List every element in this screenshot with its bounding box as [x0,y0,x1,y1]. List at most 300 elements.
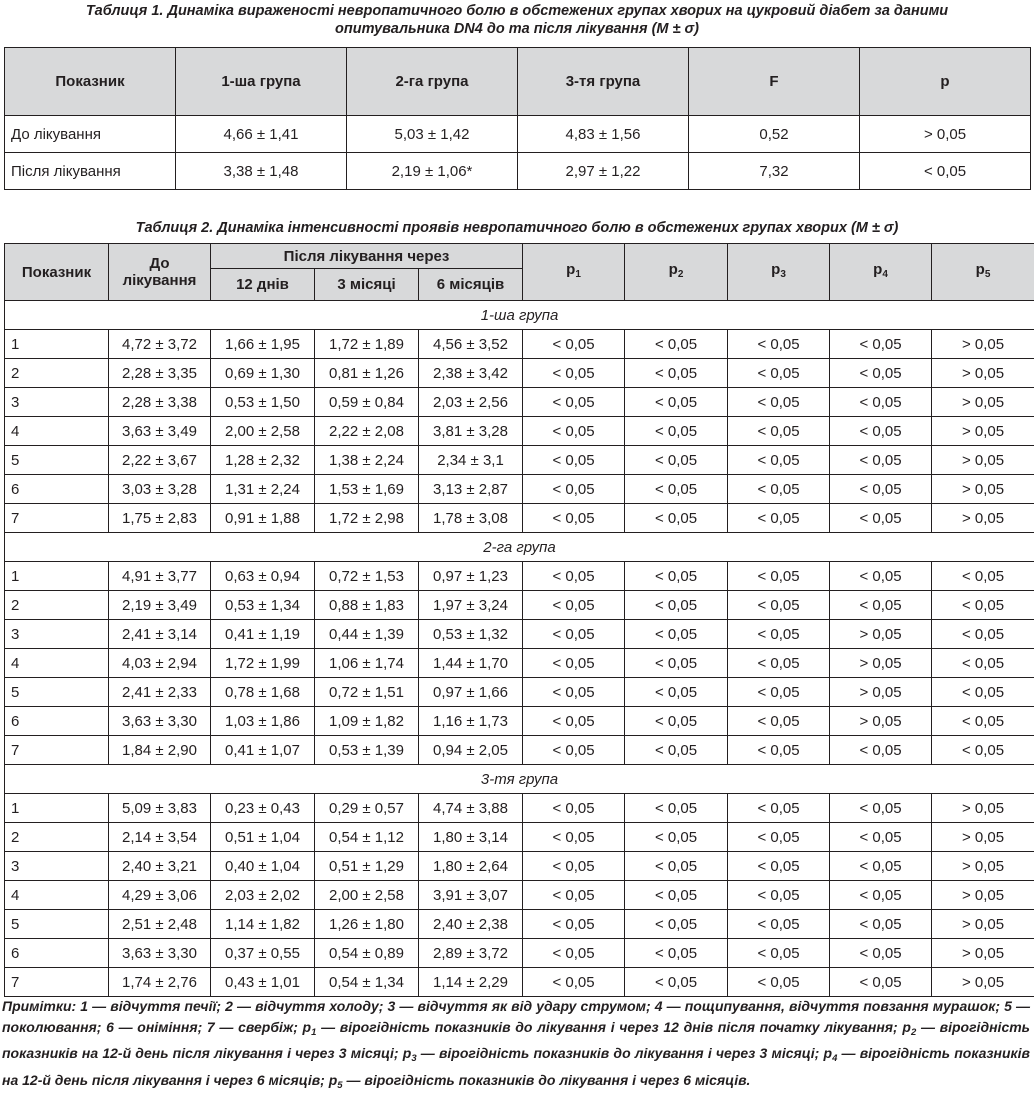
table-cell: < 0,05 [830,388,932,417]
group-title: 1-ша група [5,301,1034,330]
table-cell: < 0,05 [932,591,1034,620]
p-subscript: 4 [882,269,888,280]
table-cell: Після лікування [5,153,176,190]
table-cell: 3,63 ± 3,30 [109,707,211,736]
p-letter: p [873,261,883,278]
table-cell: 0,53 ± 1,32 [419,620,523,649]
table-cell: < 0,05 [830,794,932,823]
table-row [5,823,1034,852]
table-cell: 6 [5,707,109,736]
table-cell: < 0,05 [625,388,728,417]
table2-header-p5 [932,244,1034,301]
table-cell: 3,91 ± 3,07 [419,881,523,910]
table-cell: 2,19 ± 1,06* [347,153,518,190]
table-cell: 1,31 ± 2,24 [211,475,315,504]
table-cell: 3,63 ± 3,49 [109,417,211,446]
table-cell: < 0,05 [625,649,728,678]
table-cell: 1,26 ± 1,80 [315,910,419,939]
table-cell: > 0,05 [830,707,932,736]
table-cell: 4,74 ± 3,88 [419,794,523,823]
table-cell: 4 [5,417,109,446]
table-cell: < 0,05 [625,620,728,649]
table-row [5,330,1034,359]
table-cell: < 0,05 [932,620,1034,649]
table-cell: 5 [5,910,109,939]
table-cell: 7 [5,736,109,765]
footnote-subscript: 3 [411,1053,417,1065]
table-row [5,504,1034,533]
table-cell: 0,40 ± 1,04 [211,852,315,881]
table-cell: < 0,05 [728,504,830,533]
table-cell: < 0,05 [523,910,625,939]
p-subscript: 2 [677,269,684,280]
group-row [5,533,1034,562]
table-cell: < 0,05 [728,417,830,446]
table-cell: 2,40 ± 3,21 [109,852,211,881]
p-letter: p [975,261,985,278]
table-cell: < 0,05 [830,591,932,620]
table-row [5,417,1034,446]
table-cell: 4 [5,881,109,910]
table-cell: 0,81 ± 1,26 [315,359,419,388]
table-cell: < 0,05 [625,881,728,910]
table-cell: 0,97 ± 1,66 [419,678,523,707]
table-cell: > 0,05 [932,968,1034,997]
group-title: 2-га група [5,533,1034,562]
table-cell: < 0,05 [728,881,830,910]
table-cell: < 0,05 [625,823,728,852]
table-cell: 0,53 ± 1,50 [211,388,315,417]
table-cell: 2,22 ± 2,08 [315,417,419,446]
p-subscript: 3 [780,269,786,280]
table-cell: 1,53 ± 1,69 [315,475,419,504]
table-cell: 4,66 ± 1,41 [176,116,347,153]
table-row [5,116,1031,153]
table-cell: 2,38 ± 3,42 [419,359,523,388]
table-cell: > 0,05 [932,910,1034,939]
table1-header-cell: 3-тя група [518,48,689,116]
table2-caption: Таблиця 2. Динаміка інтенсивності проявів невропатичного болю в обстежених групах хворих (M ± σ) [135,220,899,236]
table-cell: < 0,05 [830,330,932,359]
table-cell: < 0,05 [728,475,830,504]
table-cell: 0,43 ± 1,01 [211,968,315,997]
table-cell: < 0,05 [830,823,932,852]
table-cell: > 0,05 [932,388,1034,417]
table-cell: < 0,05 [625,475,728,504]
table-cell: < 0,05 [625,939,728,968]
table-cell: 2,28 ± 3,35 [109,359,211,388]
table-cell: 2,00 ± 2,58 [211,417,315,446]
table2-header-p3 [728,244,830,301]
table2-header-after: Після лікування через [211,244,523,269]
table-cell: 0,88 ± 1,83 [315,591,419,620]
table-cell: < 0,05 [728,910,830,939]
table2-header-before [109,244,211,301]
table-cell: 0,41 ± 1,19 [211,620,315,649]
table-cell: < 0,05 [728,707,830,736]
table-cell: < 0,05 [625,562,728,591]
footnote-text: — вірогідність показників до лікування і через 6 місяців. [342,1071,751,1088]
table2-header-before-line1: До [149,255,170,272]
table-cell: < 0,05 [932,678,1034,707]
table-cell: 1,72 ± 2,98 [315,504,419,533]
table-cell: > 0,05 [932,417,1034,446]
table1-header-row [5,48,1031,116]
table-cell: < 0,05 [625,794,728,823]
table-cell: < 0,05 [523,823,625,852]
table-cell: 1,80 ± 3,14 [419,823,523,852]
footnote-subscript: 5 [337,1079,343,1091]
footnote-text: Примітки: 1 — відчуття печії; 2 — відчуття холоду; 3 — відчуття як від удару струмом; 4 — пощипування, відчуття повзання мурашок; 5 — поколювання; 6 — оніміння; 7 — свербіж; p [2,998,1030,1035]
table-row [5,968,1034,997]
table-cell: < 0,05 [523,388,625,417]
table-cell: 4 [5,649,109,678]
table-cell: 6 [5,475,109,504]
table-cell: 3 [5,388,109,417]
table-cell: < 0,05 [523,649,625,678]
table-cell: < 0,05 [523,504,625,533]
footnote-subscript: 1 [311,1026,317,1038]
p-letter: p [566,261,576,278]
table2-header-6-months: 6 місяців [419,269,523,301]
table-cell: < 0,05 [523,417,625,446]
table-cell: < 0,05 [625,504,728,533]
table-cell: 1,72 ± 1,89 [315,330,419,359]
table-cell: < 0,05 [830,504,932,533]
table-cell: > 0,05 [830,620,932,649]
table2-header-p4 [830,244,932,301]
table-cell: < 0,05 [932,707,1034,736]
table-cell: 0,72 ± 1,53 [315,562,419,591]
table-cell: < 0,05 [625,417,728,446]
table-cell: 0,41 ± 1,07 [211,736,315,765]
table-cell: 0,72 ± 1,51 [315,678,419,707]
table1-caption-line2: опитувальника DN4 до та після лікування (M ± σ) [335,21,699,37]
table-cell: 1,09 ± 1,82 [315,707,419,736]
table-cell: 0,54 ± 0,89 [315,939,419,968]
table-cell: < 0,05 [830,475,932,504]
table-cell: 1,72 ± 1,99 [211,649,315,678]
table-cell: < 0,05 [830,910,932,939]
table-cell: 4,91 ± 3,77 [109,562,211,591]
table-cell: < 0,05 [830,417,932,446]
table-cell: 7 [5,504,109,533]
table-cell: < 0,05 [523,852,625,881]
table-cell: 2,03 ± 2,02 [211,881,315,910]
table-cell: 1,14 ± 2,29 [419,968,523,997]
table-cell: < 0,05 [728,823,830,852]
table-cell: 3 [5,620,109,649]
table2-header-row [5,244,1034,269]
table-cell: < 0,05 [728,736,830,765]
table-cell: < 0,05 [860,153,1031,190]
table-cell: < 0,05 [830,968,932,997]
table2-header-p1 [523,244,625,301]
table-cell: 0,59 ± 0,84 [315,388,419,417]
table-cell: > 0,05 [932,852,1034,881]
group-title: 3-тя група [5,765,1034,794]
table-cell: 0,53 ± 1,34 [211,591,315,620]
table-cell: > 0,05 [830,678,932,707]
table-cell: 0,23 ± 0,43 [211,794,315,823]
table-cell: < 0,05 [523,968,625,997]
table-cell: 2,19 ± 3,49 [109,591,211,620]
table-cell: < 0,05 [523,591,625,620]
table-cell: > 0,05 [932,939,1034,968]
table-cell: 4,29 ± 3,06 [109,881,211,910]
table-cell: 2,51 ± 2,48 [109,910,211,939]
table-cell: 2,22 ± 3,67 [109,446,211,475]
table2-header-12-days: 12 днів [211,269,315,301]
table-cell: 2 [5,823,109,852]
table-cell: < 0,05 [523,707,625,736]
p-letter: p [771,261,781,278]
table2-header-p2 [625,244,728,301]
table-cell: < 0,05 [523,736,625,765]
table-cell: 1,28 ± 2,32 [211,446,315,475]
table-cell: > 0,05 [932,475,1034,504]
table-cell: 3,03 ± 3,28 [109,475,211,504]
table-cell: 2,40 ± 2,38 [419,910,523,939]
table-row [5,939,1034,968]
table2-header-3-months: 3 місяці [315,269,419,301]
table-cell: < 0,05 [523,562,625,591]
table-cell: 3,13 ± 2,87 [419,475,523,504]
footnote-text: — вірогідність показників до лікування і через 12 днів після початку лікування; p [316,1018,911,1035]
table2-header-before-line2: лікування [122,272,197,289]
table-cell: 2,00 ± 2,58 [315,881,419,910]
table-cell: > 0,05 [932,823,1034,852]
table-cell: < 0,05 [523,446,625,475]
table-cell: 2,97 ± 1,22 [518,153,689,190]
table-cell: < 0,05 [625,678,728,707]
table-cell: 3 [5,852,109,881]
table-cell: < 0,05 [523,359,625,388]
table-cell: < 0,05 [523,794,625,823]
table-cell: > 0,05 [830,649,932,678]
table-cell: < 0,05 [728,388,830,417]
table-cell: 2,34 ± 3,1 [419,446,523,475]
table-row [5,707,1034,736]
table1-header-cell: p [860,48,1031,116]
p-subscript: 5 [984,269,991,280]
table-cell: < 0,05 [728,330,830,359]
table-cell: < 0,05 [728,620,830,649]
table1-header-cell: Показник [5,48,176,116]
table1 [4,47,1031,190]
table-cell: < 0,05 [830,939,932,968]
table-cell: < 0,05 [523,475,625,504]
table-cell: < 0,05 [625,446,728,475]
table-row [5,388,1034,417]
table-cell: 1,06 ± 1,74 [315,649,419,678]
table-cell: 5 [5,446,109,475]
table-cell: 2,28 ± 3,38 [109,388,211,417]
table-row [5,591,1034,620]
table-row [5,852,1034,881]
table-cell: 1,84 ± 2,90 [109,736,211,765]
table-cell: < 0,05 [625,591,728,620]
table-cell: > 0,05 [860,116,1031,153]
table-cell: < 0,05 [625,736,728,765]
table-cell: 4,03 ± 2,94 [109,649,211,678]
table-cell: 1 [5,330,109,359]
group-row [5,301,1034,330]
table-cell: 0,91 ± 1,88 [211,504,315,533]
table-cell: < 0,05 [728,591,830,620]
table1-caption-line1: Таблиця 1. Динаміка вираженості невропатичного болю в обстежених групах хворих на цукровий діабет за даними [85,3,949,19]
table-cell: 2,89 ± 3,72 [419,939,523,968]
table-cell: 0,53 ± 1,39 [315,736,419,765]
table-cell: 2 [5,359,109,388]
table-cell: < 0,05 [830,446,932,475]
table-cell: 7,32 [689,153,860,190]
table-cell: < 0,05 [728,446,830,475]
table-cell: < 0,05 [728,562,830,591]
table-cell: < 0,05 [523,620,625,649]
table-cell: < 0,05 [728,359,830,388]
table-cell: 2,03 ± 2,56 [419,388,523,417]
table-cell: < 0,05 [523,881,625,910]
table-row [5,649,1034,678]
table-cell: < 0,05 [728,649,830,678]
table-cell: < 0,05 [625,852,728,881]
table-row [5,446,1034,475]
table-cell: 5,03 ± 1,42 [347,116,518,153]
footnotes [2,996,1030,1096]
table-cell: 6 [5,939,109,968]
footnote-text: — вірогідність показників до лікування і через 3 місяці; p [416,1045,833,1062]
table-cell: 1,38 ± 2,24 [315,446,419,475]
table-cell: > 0,05 [932,446,1034,475]
table-row [5,620,1034,649]
table-cell: 0,54 ± 1,12 [315,823,419,852]
table-cell: 0,52 [689,116,860,153]
table-cell: < 0,05 [932,562,1034,591]
table-cell: 0,78 ± 1,68 [211,678,315,707]
footnote-text: — вірогідність показників на 12-й день після лікування і через 6 місяців; p [2,1045,1030,1088]
table-cell: 1,03 ± 1,86 [211,707,315,736]
table-cell: 7 [5,968,109,997]
table-cell: < 0,05 [932,649,1034,678]
table-cell: < 0,05 [830,881,932,910]
table-cell: 0,97 ± 1,23 [419,562,523,591]
table-cell: 0,44 ± 1,39 [315,620,419,649]
table-cell: 1,75 ± 2,83 [109,504,211,533]
table-cell: 2,41 ± 3,14 [109,620,211,649]
table-cell: 1,78 ± 3,08 [419,504,523,533]
table-row [5,736,1034,765]
table-cell: < 0,05 [728,852,830,881]
table-cell: 5,09 ± 3,83 [109,794,211,823]
table-row [5,359,1034,388]
table-row [5,562,1034,591]
table-cell: > 0,05 [932,504,1034,533]
table1-header-cell: 2-га група [347,48,518,116]
table-cell: < 0,05 [728,968,830,997]
table-cell: 1,74 ± 2,76 [109,968,211,997]
table-cell: 1 [5,562,109,591]
table2-body [5,301,1034,997]
table-cell: > 0,05 [932,330,1034,359]
table-cell: < 0,05 [523,330,625,359]
table-cell: < 0,05 [830,736,932,765]
table-cell: < 0,05 [625,968,728,997]
table-cell: < 0,05 [830,562,932,591]
table-row [5,475,1034,504]
table-cell: 0,29 ± 0,57 [315,794,419,823]
table-cell: < 0,05 [625,330,728,359]
group-row [5,765,1034,794]
table-cell: > 0,05 [932,359,1034,388]
table-cell: < 0,05 [728,678,830,707]
table-cell: < 0,05 [523,939,625,968]
p-letter: p [668,261,678,278]
table1-header-cell: 1-ша група [176,48,347,116]
p-subscript: 1 [575,269,581,280]
table-cell: < 0,05 [625,707,728,736]
table-row [5,910,1034,939]
table-cell: 3,38 ± 1,48 [176,153,347,190]
table-cell: 3,81 ± 3,28 [419,417,523,446]
table-cell: 0,69 ± 1,30 [211,359,315,388]
table-cell: 1,66 ± 1,95 [211,330,315,359]
table-cell: < 0,05 [728,794,830,823]
table-cell: > 0,05 [932,794,1034,823]
table-cell: 1,14 ± 1,82 [211,910,315,939]
footnote-text: — вірогідність показників на 12-й день після лікування і через 3 місяці; p [2,1018,1030,1062]
table1-header-cell: F [689,48,860,116]
table-cell: 4,72 ± 3,72 [109,330,211,359]
table1-caption [0,2,1034,38]
table-row [5,153,1031,190]
table-cell: < 0,05 [625,359,728,388]
table-cell: 0,51 ± 1,04 [211,823,315,852]
table-cell: < 0,05 [830,852,932,881]
table-cell: < 0,05 [728,939,830,968]
table-cell: 2 [5,591,109,620]
table-cell: 4,83 ± 1,56 [518,116,689,153]
table-cell: 3,63 ± 3,30 [109,939,211,968]
footnote-subscript: 4 [832,1053,838,1065]
table-cell: 1,97 ± 3,24 [419,591,523,620]
table-cell: > 0,05 [932,881,1034,910]
table2-header-indicator: Показник [5,244,109,301]
table-row [5,794,1034,823]
table-cell: 1,80 ± 2,64 [419,852,523,881]
table-cell: 0,63 ± 0,94 [211,562,315,591]
footnote-subscript: 2 [910,1026,917,1038]
table-cell: 0,94 ± 2,05 [419,736,523,765]
table-cell: 1,16 ± 1,73 [419,707,523,736]
table-cell: 2,14 ± 3,54 [109,823,211,852]
table-cell: 0,37 ± 0,55 [211,939,315,968]
table-cell: 0,51 ± 1,29 [315,852,419,881]
table-cell: 1 [5,794,109,823]
table2 [4,243,1034,997]
table-cell: < 0,05 [625,910,728,939]
table-row [5,678,1034,707]
table-cell: < 0,05 [830,359,932,388]
table-cell: 1,44 ± 1,70 [419,649,523,678]
table-cell: 4,56 ± 3,52 [419,330,523,359]
table-cell: < 0,05 [932,736,1034,765]
table-row [5,881,1034,910]
table-cell: 2,41 ± 2,33 [109,678,211,707]
table-cell: 5 [5,678,109,707]
table-cell: До лікування [5,116,176,153]
table-cell: 0,54 ± 1,34 [315,968,419,997]
